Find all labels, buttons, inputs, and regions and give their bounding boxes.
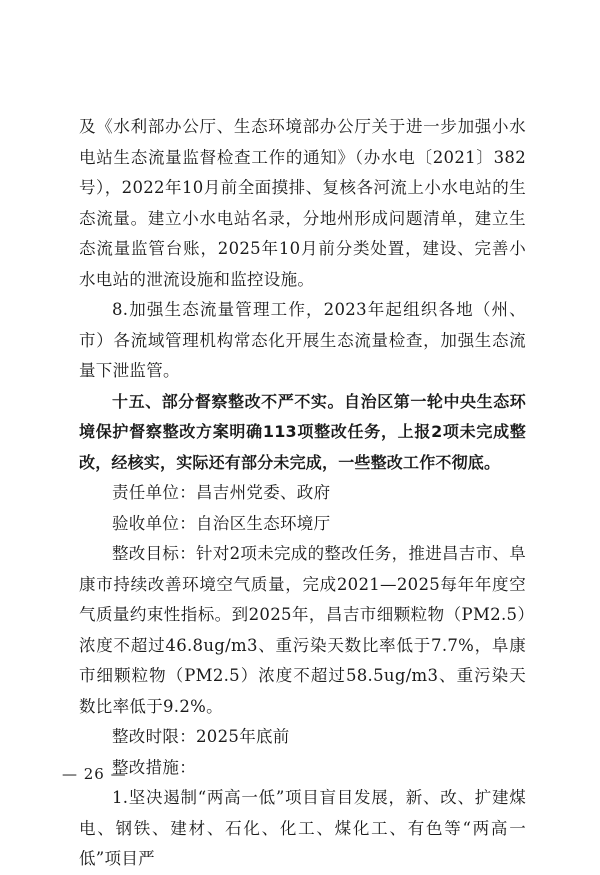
rectification-deadline: 整改时限：2025年底前: [112, 727, 290, 746]
section-heading-15: 十五、部分督察整改不严不实。自治区第一轮中央生态环境保护督察整改方案明确113项整改任务，上报2项未完成整改，经核实，实际还有部分未完成，一些整改工作不彻底。: [79, 391, 526, 472]
page-number: — 26 —: [62, 765, 127, 783]
document-body: [79, 112, 526, 875]
acceptance-unit: 验收单位：自治区生态环境厅: [112, 513, 331, 533]
paragraph-item-8: 8.加强生态流量管理工作，2023年起组织各地（州、市）各流域管理机构常态化开展生态流量检查，加强生态流量下泄监管。: [79, 300, 526, 380]
paragraph-continuation: 及《水利部办公厅、生态环境部办公厅关于进一步加强小水电站生态流量监督检查工作的通知》（办水电〔2021〕382号），2022年10月前全面摸排、复核各河流上小水电站的生态流量。建立小水电站名录，分地州形成问题清单，建立生态流量监管台账，2025年10月前分类处置，建设、完善小水电站的泄流设施和监控设施。: [79, 117, 526, 289]
measure-item-1: 1.坚决遏制“两高一低”项目盲目发展，新、改、扩建煤电、钢铁、建材、石化、化工、煤化工、有色等“两高一低”项目严: [79, 788, 526, 868]
rectification-measures-label: 整改措施：: [112, 757, 196, 777]
responsible-unit: 责任单位：昌吉州党委、政府: [112, 483, 331, 502]
rectification-goal: 整改目标：针对2项未完成的整改任务，推进昌吉市、阜康市持续改善环境空气质量，完成2021—2025每年年度空气质量约束性指标。到2025年，昌吉市细颗粒物（PM2.5）浓度不超过46.8ug/m3、重污染天数比率低于7.7%，阜康市细颗粒物（PM2.5）浓度不超过58.5ug/m3、重污染天数比率低于9.2%。: [79, 544, 526, 716]
